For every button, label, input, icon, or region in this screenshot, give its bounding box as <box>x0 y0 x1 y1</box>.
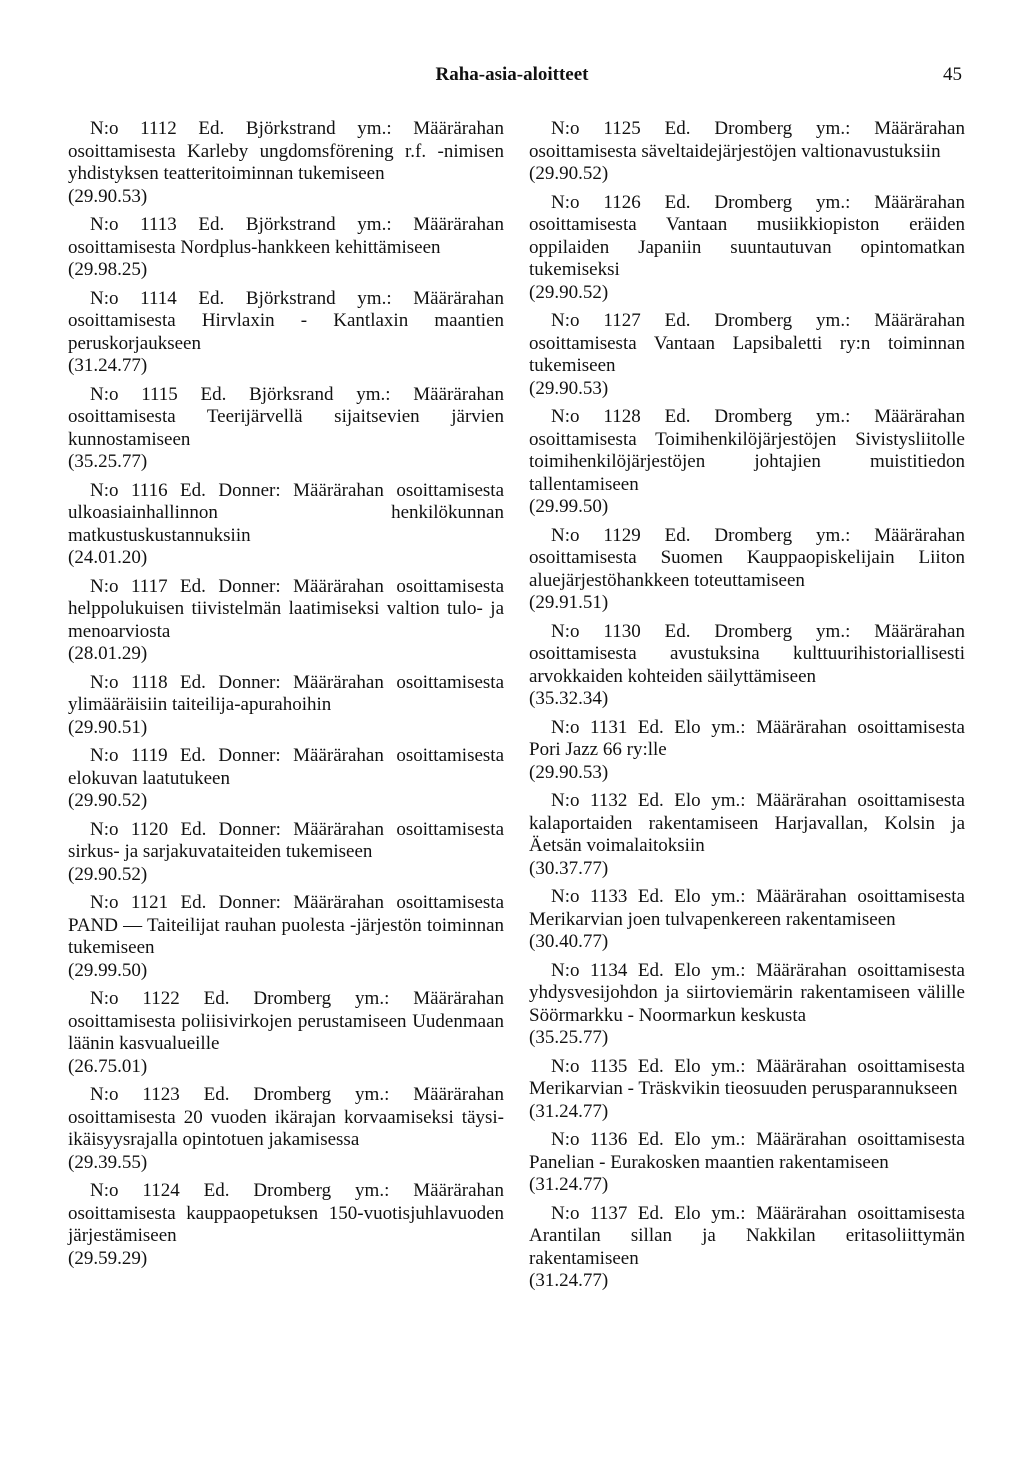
entry-code: (29.90.52) <box>529 163 609 184</box>
entry-text: N:o 1123 Ed. Dromberg ym.: Määrärahan osoittamisesta 20 vuoden ikärajan korvaamiseksi täysi-ikäisyysrajalla opintotuen jakamisessa <box>68 1084 504 1150</box>
entry-text: N:o 1121 Ed. Donner: Määrärahan osoittamisesta PAND — Taiteilijat rauhan puolesta -järjestön toiminnan tukemiseen <box>68 892 504 958</box>
list-item <box>68 288 504 378</box>
entry-code: (29.99.50) <box>529 496 609 517</box>
entry-code: (29.91.51) <box>529 592 609 613</box>
list-item <box>68 384 504 474</box>
entry-code: (35.25.77) <box>68 451 148 472</box>
list-item <box>529 406 965 519</box>
entry-code: (28.01.29) <box>68 643 148 664</box>
entry-text: N:o 1122 Ed. Dromberg ym.: Määrärahan osoittamisesta poliisivirkojen perustamiseen Uudenmaan läänin kasvualueille <box>68 988 504 1054</box>
entry-code: (29.98.25) <box>68 259 148 280</box>
list-item <box>68 576 504 666</box>
entry-text: N:o 1136 Ed. Elo ym.: Määrärahan osoittamisesta Panelian - Eurakosken maantien rakentamiseen <box>529 1129 965 1173</box>
entry-text: N:o 1124 Ed. Dromberg ym.: Määrärahan osoittamisesta kauppaopetuksen 150-vuotisjuhlavuoden järjestämiseen <box>68 1180 504 1246</box>
entry-text: N:o 1132 Ed. Elo ym.: Määrärahan osoittamisesta kalaportaiden rakentamiseen Harjavallan, Kolsin ja Äetsän voimalaitoksiin <box>529 790 965 856</box>
entry-code: (24.01.20) <box>68 547 148 568</box>
entry-text: N:o 1115 Ed. Björksrand ym.: Määrärahan osoittamisesta Teerijärvellä sijaitsevien järvien kunnostamiseen <box>68 383 504 450</box>
entry-text: N:o 1126 Ed. Dromberg ym.: Määrärahan osoittamisesta Vantaan musiikkiopiston eräiden oppilaiden Japaniin suuntautuvan opintomatkan tukemiseksi <box>529 191 965 280</box>
entry-code: (31.24.77) <box>529 1270 609 1291</box>
list-item <box>529 960 965 1050</box>
entry-code: (30.40.77) <box>529 931 609 952</box>
right-column <box>529 118 965 1299</box>
entry-text: N:o 1117 Ed. Donner: Määrärahan osoittamisesta helppolukuisen tiivistelmän laatimiseksi valtion tulo- ja menoarviosta <box>68 575 504 642</box>
entry-code: (29.90.53) <box>529 761 609 783</box>
list-item <box>529 1129 965 1197</box>
entry-text: N:o 1133 Ed. Elo ym.: Määrärahan osoittamisesta Merikarvian joen tulvapenkereen rakentamiseen <box>529 886 965 930</box>
entry-code: (29.90.52) <box>68 790 148 811</box>
list-item <box>68 214 504 282</box>
entry-code: (35.32.34) <box>529 688 609 709</box>
list-item <box>529 118 965 186</box>
entry-code: (29.90.51) <box>68 716 148 738</box>
running-title: Raha-asia-aloitteet <box>435 64 589 85</box>
list-item <box>68 745 504 813</box>
entry-code: (29.90.52) <box>529 281 609 303</box>
entry-text: N:o 1114 Ed. Björkstrand ym.: Määrärahan osoittamisesta Hirvlaxin - Kantlaxin maantien peruskorjaukseen <box>68 287 504 354</box>
list-item <box>529 1056 965 1124</box>
entry-text: N:o 1120 Ed. Donner: Määrärahan osoittamisesta sirkus- ja sarjakuvataiteiden tukemiseen <box>68 818 504 862</box>
entry-text: N:o 1131 Ed. Elo ym.: Määrärahan osoittamisesta Pori Jazz 66 ry:lle <box>529 716 965 760</box>
entry-text: N:o 1119 Ed. Donner: Määrärahan osoittamisesta elokuvan laatutukeen <box>68 745 504 789</box>
list-item <box>68 672 504 740</box>
entry-code: (26.75.01) <box>68 1055 148 1077</box>
entry-code: (31.24.77) <box>529 1174 609 1195</box>
left-column <box>68 118 504 1276</box>
entry-code: (35.25.77) <box>529 1027 609 1048</box>
page-header <box>0 64 1024 94</box>
entry-text: N:o 1127 Ed. Dromberg ym.: Määrärahan osoittamisesta Vantaan Lapsibaletti ry:n toiminnan tukemiseen <box>529 310 965 376</box>
entry-text: N:o 1112 Ed. Björkstrand ym.: Määrärahan osoittamisesta Karleby ungdomsförening r.f. -nimisen yhdistyksen teatteritoiminnan tukemiseen <box>68 118 504 184</box>
entry-code: (31.24.77) <box>529 1100 609 1122</box>
entry-text: N:o 1125 Ed. Dromberg ym.: Määrärahan osoittamisesta säveltaidejärjestöjen valtionavustuksiin <box>529 118 965 162</box>
list-item <box>68 480 504 570</box>
entry-text: N:o 1113 Ed. Björkstrand ym.: Määrärahan osoittamisesta Nordplus-hankkeen kehittämiseen <box>68 214 504 258</box>
entry-text: N:o 1130 Ed. Dromberg ym.: Määrärahan osoittamisesta avustuksina kulttuurihistoriallisesti arvokkaiden kohteiden säilyttämiseen <box>529 620 965 687</box>
entry-text: N:o 1135 Ed. Elo ym.: Määrärahan osoittamisesta Merikarvian - Träskvikin tieosuuden perusparannukseen <box>529 1055 965 1099</box>
entry-code: (29.90.53) <box>68 185 148 207</box>
entry-code: (30.37.77) <box>529 857 609 879</box>
entry-code: (29.39.55) <box>68 1151 148 1173</box>
list-item <box>529 886 965 954</box>
list-item <box>68 819 504 887</box>
list-item <box>68 988 504 1078</box>
entry-code: (29.99.50) <box>68 959 148 981</box>
list-item <box>529 717 965 785</box>
entry-code: (29.59.29) <box>68 1247 148 1269</box>
list-item <box>529 621 965 711</box>
entry-text: N:o 1116 Ed. Donner: Määrärahan osoittamisesta ulkoasiainhallinnon henkilökunnan matkustuskustannuksiin <box>68 479 504 546</box>
entry-text: N:o 1137 Ed. Elo ym.: Määrärahan osoittamisesta Arantilan sillan ja Nakkilan eritasoliittymän rakentamiseen <box>529 1202 965 1269</box>
list-item <box>68 118 504 208</box>
entry-text: N:o 1134 Ed. Elo ym.: Määrärahan osoittamisesta yhdysvesijohdon ja siirtoviemärin rakentamiseen välille Söörmarkku - Noormarkun keskusta <box>529 959 965 1026</box>
list-item <box>529 1203 965 1293</box>
list-item <box>68 1084 504 1174</box>
entry-code: (29.90.52) <box>68 863 148 885</box>
list-item <box>529 192 965 305</box>
list-item <box>68 1180 504 1270</box>
entry-text: N:o 1118 Ed. Donner: Määrärahan osoittamisesta ylimääräisiin taiteilija-apurahoihin <box>68 671 504 715</box>
list-item <box>529 790 965 880</box>
entry-code: (31.24.77) <box>68 355 148 376</box>
list-item <box>529 310 965 400</box>
entry-code: (29.90.53) <box>529 377 609 399</box>
list-item <box>529 525 965 615</box>
entry-text: N:o 1129 Ed. Dromberg ym.: Määrärahan osoittamisesta Suomen Kauppaopiskelijain Liiton aluejärjestöhankkeen toteuttamiseen <box>529 524 965 591</box>
entry-text: N:o 1128 Ed. Dromberg ym.: Määrärahan osoittamisesta Toimihenkilöjärjestöjen Sivistysliitolle toimihenkilöjärjestöjen johtajien muistitiedon tallentamiseen <box>529 406 965 495</box>
page-number: 45 <box>943 64 962 85</box>
list-item <box>68 892 504 982</box>
